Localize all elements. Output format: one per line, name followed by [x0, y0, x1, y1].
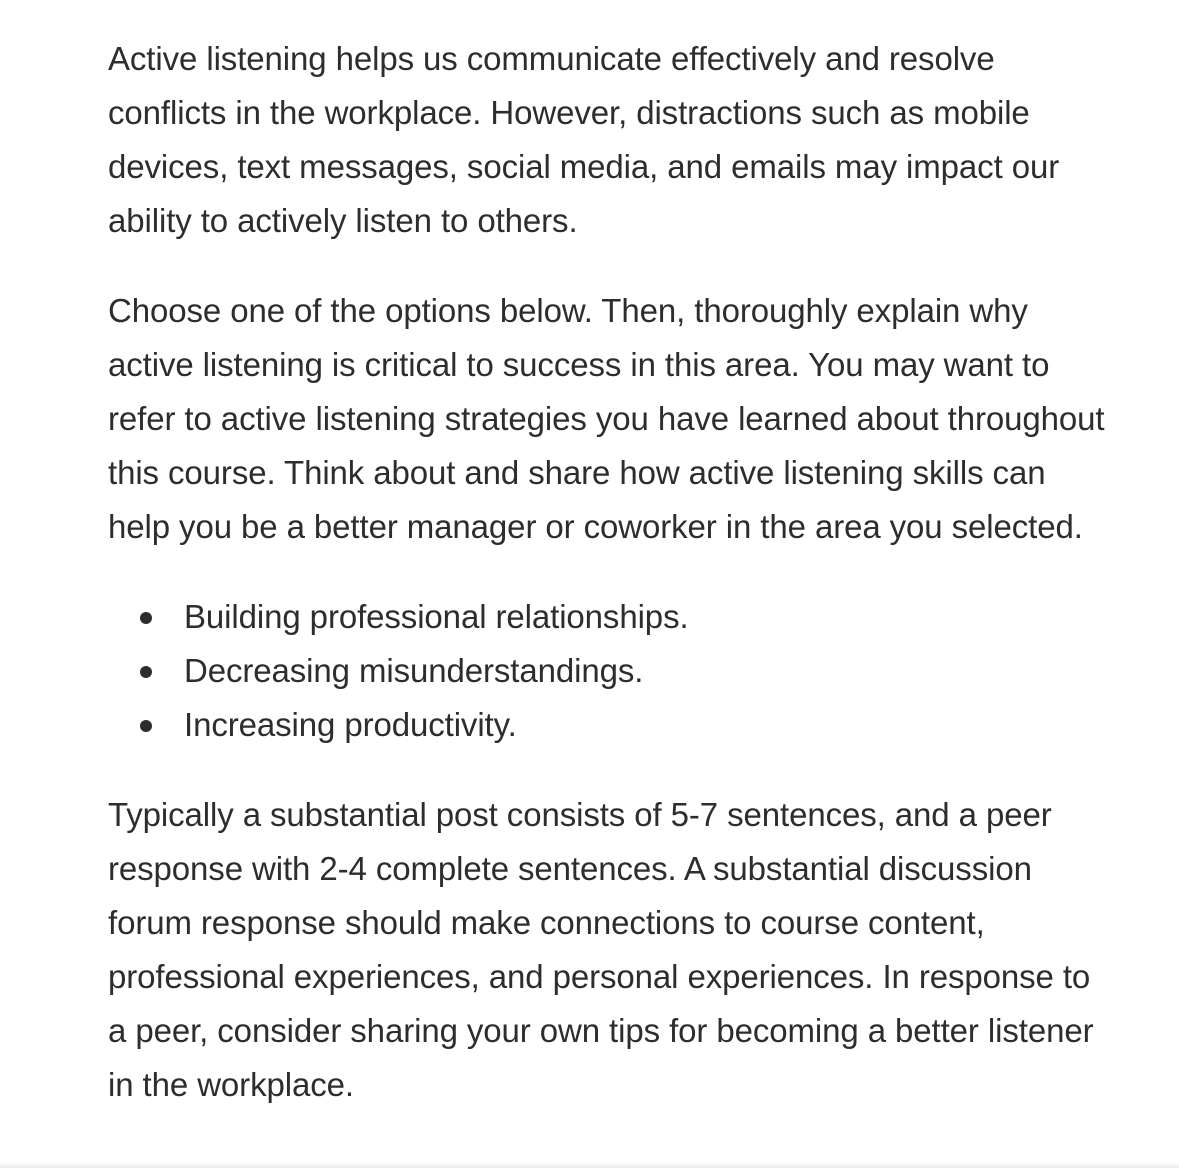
option-text: Decreasing misunderstandings. — [184, 652, 644, 689]
option-text: Building professional relationships. — [184, 598, 689, 635]
bullet-icon — [140, 612, 152, 624]
instructions-paragraph: Choose one of the options below. Then, thoroughly explain why active listening is critical to success in this area. You may want to refer to active listening strategies you have learned about throughout this course. Think about and share how active listening skills can help you be a better manager or coworker in the area you selected. — [108, 292, 1105, 545]
list-item — [108, 698, 1108, 752]
options-list — [108, 590, 1108, 752]
option-text: Increasing productivity. — [184, 706, 517, 743]
bullet-icon — [140, 666, 152, 678]
list-item — [108, 644, 1108, 698]
guidelines-paragraph: Typically a substantial post consists of 5-7 sentences, and a peer response with 2-4 complete sentences. A substantial discussion forum response should make connections to course content, professional experiences, and personal experiences. In response to a peer, consider sharing your own tips for becoming a better listener in the workplace. — [108, 796, 1094, 1103]
discussion-prompt — [108, 32, 1108, 1112]
list-item — [108, 590, 1108, 644]
intro-paragraph: Active listening helps us communicate effectively and resolve conflicts in the workplace. However, distractions such as mobile devices, text messages, social media, and emails may impact our ability to actively listen to others. — [108, 40, 1060, 239]
bullet-icon — [140, 720, 152, 732]
scroll-edge-shadow — [0, 1162, 1179, 1168]
